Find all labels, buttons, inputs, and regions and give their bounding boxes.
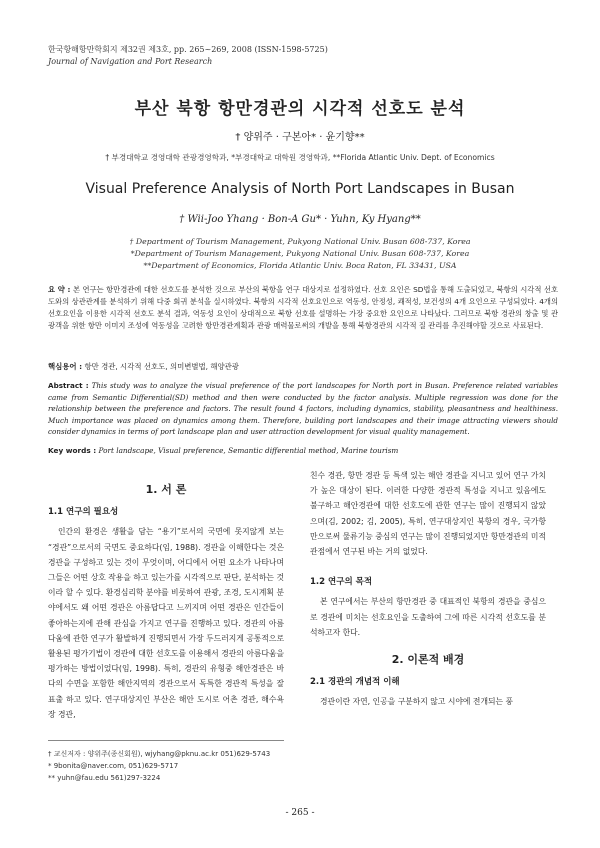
title-english: Visual Preference Analysis of North Port Landscapes in Busan xyxy=(85,181,515,197)
keywords-korean-label: 핵심용어 : xyxy=(48,362,83,371)
journal-name-ko: 한국항해항만학회지 제32권 제3호, pp. 265~269, 2008 (ISSN-1598-5725) xyxy=(48,45,328,54)
authors-english: † Wii-Joo Yhang · Bon-A Gu* · Yuhn, Ky Hyang** xyxy=(179,214,421,225)
keywords-english-text: Port landscape, Visual preference, Semantic differential method, Marine tourism xyxy=(98,446,399,455)
abstract-english xyxy=(48,380,558,438)
body-paragraph: 경관이란 자연, 인공을 구분하지 않고 시야에 전개되는 풍 xyxy=(320,697,514,707)
body-paragraph: 인간의 환경은 생활을 담는 “용기”로서의 국면에 못지않게 보는 “경관”으로서의 국면도 중요하다(임, 1988). 경관을 이해한다는 것은 경관을 구성하고 있는 것이 무엇이며, 어디에서 어떤 요소가 나타나며 그들은 어떤 상호 작용을 하고 있는가를 시각적으로 판단, 분석하는 것이라 할 수 있다. 환경심리학 분야를 비롯하여 관광, 조경, 도시계획 분야에서도 왜 어떤 경관은 아름답다고 느끼지며 어떤 경관은 인간들이 좋아하는지에 관해 관심을 가지고 연구를 진행하고 있다. 경관의 아름다움에 관한 연구가 활발하게 진행되면서 가장 두드러지게 공통적으로 활용된 평가기법이 경관에 대한 선호도를 이용해서 경관의 아름다움을 평가하는 방법이었다(임, 1998). 특히, 경관의 유형중 해안경관은 바다의 수면을 포함한 해안지역의 경관으로서 독특한 경관적 특성을 잘 표출 하고 있다. 연구대상지인 부산은 해안 도시로 어촌 경관, 해수욕장 경관, xyxy=(48,527,284,719)
affiliations-english xyxy=(0,236,600,272)
body-paragraph: 본 연구에서는 부산의 항만경관 중 대표적인 북항의 경관을 중심으로 경관에 미치는 선호요인을 도출하여 그에 따른 시각적 선호도를 분석하고자 한다. xyxy=(310,597,546,637)
affiliation-line: *Department of Tourism Management, Pukyong National Univ. Busan 608-737, Korea xyxy=(130,249,470,258)
abstract-english-label: Abstract : xyxy=(48,381,89,390)
subsection-heading: 1.1 연구의 필요성 xyxy=(48,507,119,518)
footnote: * 9bonita@naver.com, 051)629-5717 xyxy=(48,762,179,770)
abstract-korean-text: 본 연구는 항만경관에 대한 선호도를 분석한 것으로 부산의 북항을 연구 대상지로 설정하였다. 선호 요인은 SD법을 통해 도출되었고, 북항의 시각적 선호도와의 상관관계를 분석하기 위해 다중 회귀 분석을 실시하였다. 북항의 시각적 선호요인으로 역동성, 안정성, 쾌적성, 보건성의 4개 요인으로 구성되었다. 4개의 선호요인을 이용한 시각적 선호도 분석 결과, 역동성 요인이 상대적으로 북항 선호를 설명하는 가장 중요한 요인으로 나타났다. 그러므로 북항 경관의 창출 및 관광객을 위한 항만 이미지 조성에 역동성을 고려한 항만경관계획과 관광 매력물로써의 개발을 통해 북항경관의 시각적 질 관리를 추진해야할 것으로 사료된다. xyxy=(48,285,558,330)
footnotes xyxy=(48,748,288,784)
page-number: - 265 - xyxy=(285,808,315,818)
body-column-left xyxy=(48,480,284,722)
body-paragraph: 친수 경관, 항만 경관 등 특색 있는 해안 경관을 지니고 있어 연구 가치가 높은 대상이 된다. 이러한 다양한 경관적 특성을 지니고 있음에도 불구하고 해안경관에 대한 선호도에 관한 연구는 많이 진행되지 않았으며(김, 2002; 김, 2005), 특히, 연구대상지인 북항의 경우, 국가항만으로써 물류기능 중심의 연구는 많이 진행되었지만 항만경관의 미적 관점에서 연구된 바는 거의 없었다. xyxy=(310,471,546,557)
keywords-korean xyxy=(48,361,558,372)
journal-header xyxy=(48,44,328,68)
abstract-korean-label: 요 약 : xyxy=(48,285,71,294)
abstract-korean xyxy=(48,284,558,332)
footnote: † 교신저자 : 양위주(종신회원), wjyhang@pknu.ac.kr 051)629-5743 xyxy=(48,750,271,758)
keywords-english xyxy=(48,446,558,455)
subsection-heading: 1.2 연구의 목적 xyxy=(310,577,373,588)
keywords-korean-text: 항만 경관, 시각적 선호도, 의미변별법, 해양관광 xyxy=(84,362,239,371)
footnote: ** yuhn@fau.edu 561)297-3224 xyxy=(48,774,161,782)
section-heading: 2. 이론적 배경 xyxy=(391,653,465,667)
affiliation-line: † Department of Tourism Management, Pukyong National Univ. Busan 608-737, Korea xyxy=(129,237,471,246)
keywords-english-label: Key words : xyxy=(48,446,97,455)
section-heading: 1. 서 론 xyxy=(145,483,187,496)
body-column-right xyxy=(310,468,546,710)
subsection-heading: 2.1 경관의 개념적 이해 xyxy=(310,677,400,688)
abstract-english-text: This study was to analyze the visual preference of the port landscapes for North port in Busan. Preference related variables came from Semantic Differential(SD) method and then were conducted by the factor analysis. Multiple regression was done for the relationship between the preference and factors. The result found 4 factors, including dynamics, stability, pleasantness and healthiness. Much importance was placed on dynamics among them. Therefore, building port landscapes and their image attracting viewers should consider dynamics in terms of port landscape plan and user attraction development for visual quality management. xyxy=(48,381,558,437)
journal-name-en: Journal of Navigation and Port Research xyxy=(48,57,213,66)
affiliation-line: **Department of Economics, Florida Atlantic Univ. Boca Raton, FL 33431, USA xyxy=(143,261,457,270)
affiliation-korean: † 부경대학교 경영대학 관광경영학과, *부경대학교 대학원 경영학과, **Florida Atlantic Univ. Dept. of Economics xyxy=(105,153,495,162)
footnote-divider xyxy=(48,740,284,741)
authors-korean: † 양위주 · 구본아* · 윤기향** xyxy=(235,132,365,143)
title-korean: 부산 북항 항만경관의 시각적 선호도 분석 xyxy=(134,99,466,119)
